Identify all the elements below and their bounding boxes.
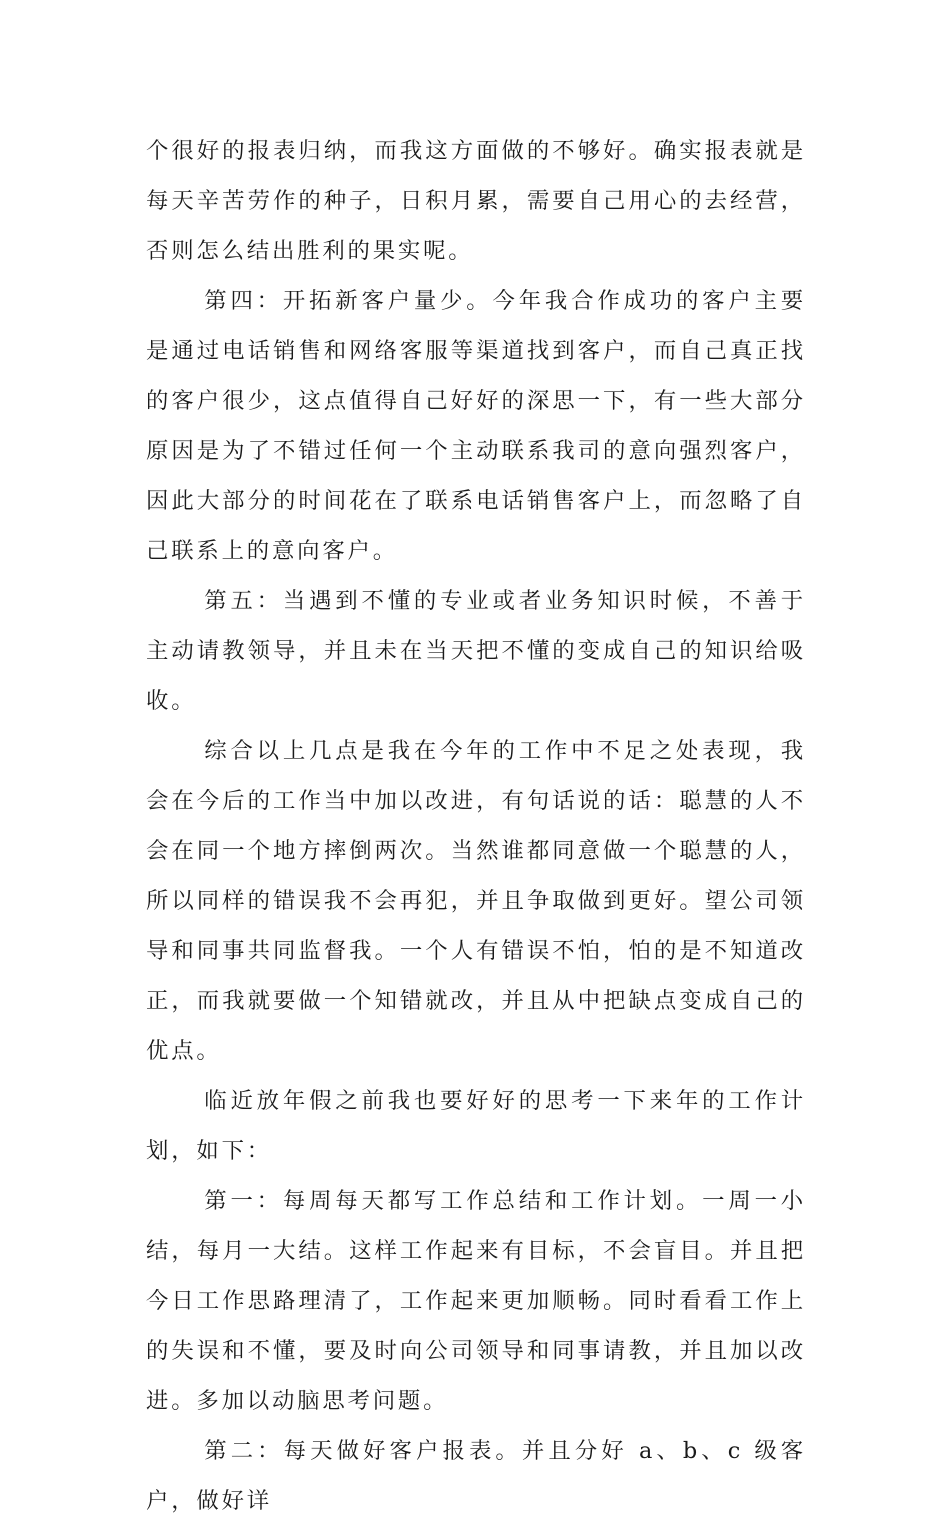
paragraph-plan-intro: 临近放年假之前我也要好好的思考一下来年的工作计划，如下： [146,1088,806,1164]
document-body [146,126,806,1526]
paragraph-conclusion: 综合以上几点是我在今年的工作中不足之处表现，我会在今后的工作当中加以改进，有句话说的话：聪慧的人不会在同一个地方摔倒两次。当然谁都同意做一个聪慧的人，所以同样的错误我不会再犯，并且争取做到更好。望公司领导和同事共同监督我。一个人有错误不怕，怕的是不知道改正，而我就要做一个知错就改，并且从中把缺点变成自己的优点。 [146,738,806,1064]
paragraph-point-four: 第四：开拓新客户量少。今年我合作成功的客户主要是通过电话销售和网络客服等渠道找到客户，而自己真正找的客户很少，这点值得自己好好的深思一下，有一些大部分原因是为了不错过任何一个主动联系我司的意向强烈客户，因此大部分的时间花在了联系电话销售客户上，而忽略了自己联系上的意向客户。 [146,288,806,564]
paragraph-report-summary: 个很好的报表归纳，而我这方面做的不够好。确实报表就是每天辛苦劳作的种子，日积月累，需要自己用心的去经营，否则怎么结出胜利的果实呢。 [146,138,806,264]
paragraph-plan-two: 第二：每天做好客户报表。并且分好 a、b、c 级客户，做好详 [146,1438,806,1514]
paragraph-point-five: 第五：当遇到不懂的专业或者业务知识时候，不善于主动请教领导，并且未在当天把不懂的变成自己的知识给吸收。 [146,588,806,714]
paragraph-plan-one: 第一：每周每天都写工作总结和工作计划。一周一小结，每月一大结。这样工作起来有目标，不会盲目。并且把今日工作思路理清了，工作起来更加顺畅。同时看看工作上的失误和不懂，要及时向公司领导和同事请教，并且加以改进。多加以动脑思考问题。 [146,1188,806,1414]
